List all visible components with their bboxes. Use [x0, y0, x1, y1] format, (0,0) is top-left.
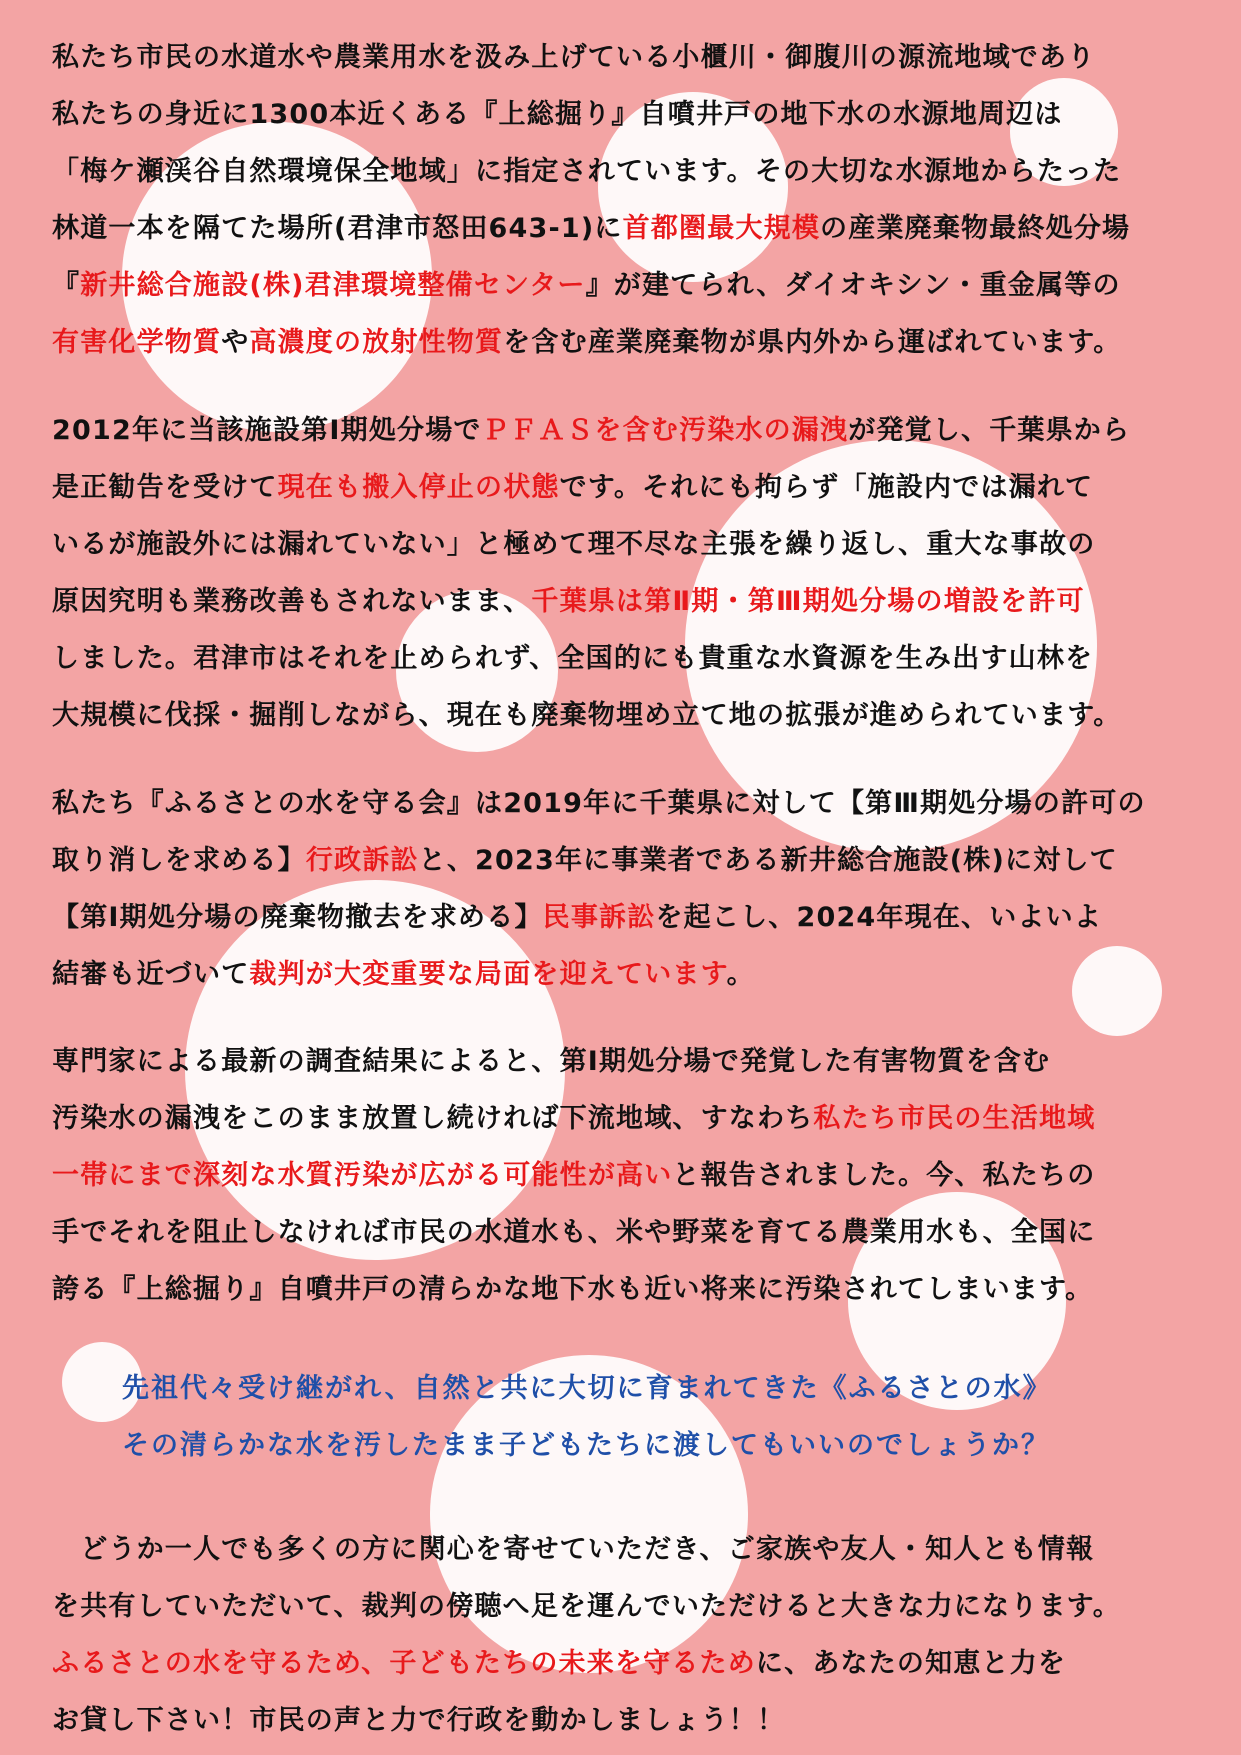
- highlight-blue-text: その清らかな水を汚したまま子どもたちに渡してもいいのでしょうか？: [122, 1430, 1050, 1461]
- text-line: [52, 86, 1212, 143]
- body-text: 私たち『ふるさとの水を守る会』は2019年に千葉県に対して【第Ⅲ期処分場の許可の: [52, 788, 1146, 819]
- callout-paragraph: [122, 1360, 1182, 1474]
- body-text: を起こし、2024年現在、いよいよ: [655, 902, 1103, 933]
- body-text: と報告されました。今、私たちの: [672, 1160, 1096, 1191]
- body-text: 2012年に当該施設第Ⅰ期処分場で: [52, 415, 482, 446]
- text-line: [52, 1261, 1212, 1318]
- highlight-red-text: 千葉県は第Ⅱ期・第Ⅲ期処分場の増設を許可: [531, 586, 1085, 617]
- text-line: [52, 516, 1212, 573]
- body-text: 私たちの身近に1300本近くある『上総掘り』自噴井戸の地下水の水源地周辺は: [52, 99, 1063, 130]
- text-line: [52, 1033, 1212, 1090]
- text-line: [52, 1578, 1212, 1635]
- text-line: [52, 1635, 1212, 1692]
- highlight-blue-text: 先祖代々受け継がれ、自然と共に大切に育まれてきた《ふるさとの水》: [122, 1373, 1052, 1404]
- text-line: [52, 687, 1212, 744]
- body-text: が発覚し、千葉県から: [848, 415, 1131, 446]
- body-text: どうか一人でも多くの方に関心を寄せていただき、ご家族や友人・知人とも情報: [52, 1534, 1095, 1565]
- body-text: 『: [52, 270, 81, 301]
- body-text: と、2023年に事業者である新井総合施設(株)に対して: [418, 845, 1118, 876]
- text-line: [52, 143, 1212, 200]
- text-line: [52, 314, 1212, 371]
- highlight-red-text: ふるさとの水を守るため、子どもたちの未来を守るため: [52, 1648, 756, 1679]
- intro-paragraph: [52, 29, 1212, 371]
- text-line: [52, 946, 1212, 1003]
- text-line: [52, 29, 1212, 86]
- body-text: や: [221, 327, 250, 358]
- text-line: [122, 1417, 1182, 1474]
- text-line: [122, 1360, 1182, 1417]
- body-text: 誇る『上総掘り』自噴井戸の清らかな地下水も近い将来に汚染されてしまいます。: [52, 1274, 1094, 1305]
- survey-paragraph: [52, 1033, 1212, 1318]
- highlight-red-text: 首都圏最大規模: [622, 213, 821, 244]
- body-text: 手でそれを阻止しなければ市民の水道水も、米や野菜を育てる農業用水も、全国に: [52, 1217, 1096, 1248]
- body-text: 【第Ⅰ期処分場の廃棄物撤去を求める】: [52, 902, 543, 933]
- highlight-red-text: 民事訴訟: [542, 902, 656, 933]
- highlight-red-text: 行政訴訟: [305, 845, 419, 876]
- highlight-red-text: 高濃度の放射性物質: [249, 327, 504, 358]
- text-line: [52, 200, 1212, 257]
- body-text: 是正勧告を受けて: [52, 472, 278, 503]
- body-text: 原因究明も業務改善もされないまま、: [52, 586, 532, 617]
- text-line: [52, 1692, 1212, 1749]
- body-text: しました。君津市はそれを止められず、全国的にも貴重な水資源を生み出す山林を: [52, 643, 1094, 674]
- text-line: [52, 573, 1212, 630]
- body-text: 「梅ケ瀬渓谷自然環境保全地域」に指定されています。その大切な水源地からたった: [52, 156, 1122, 187]
- body-text: に、あなたの知恵と力を: [755, 1648, 1067, 1679]
- lawsuit-paragraph: [52, 775, 1212, 1003]
- body-text: 林道一本を隔てた場所(君津市怒田643-1)に: [52, 213, 623, 244]
- body-text: を共有していただいて、裁判の傍聴へ足を運んでいただけると大きな力になります。: [52, 1591, 1121, 1622]
- body-text: お貸し下さい！市民の声と力で行政を動かしましょう！！: [52, 1705, 786, 1736]
- highlight-red-text: 一帯にまで深刻な水質汚染が広がる可能性が高い: [52, 1160, 673, 1191]
- body-text: の産業廃棄物最終処分場: [820, 213, 1131, 244]
- text-line: [52, 832, 1212, 889]
- text-line: [52, 257, 1212, 314]
- highlight-red-text: ＰＦＡＳを含む汚染水の漏洩: [481, 415, 849, 446]
- highlight-red-text: 有害化学物質: [52, 327, 222, 358]
- highlight-red-text: 新井総合施設(株)君津環境整備センター: [80, 270, 586, 301]
- body-text: 私たち市民の水道水や農業用水を汲み上げている小櫃川・御腹川の源流地域であり: [52, 42, 1096, 73]
- body-text: 専門家による最新の調査結果によると、第Ⅰ期処分場で発覚した有害物質を含む: [52, 1046, 1051, 1077]
- text-line: [52, 889, 1212, 946]
- body-text: です。それにも拘らず「施設内では漏れて: [559, 472, 1094, 503]
- body-text: いるが施設外には漏れていない」と極めて理不尽な主張を繰り返し、重大な事故の: [52, 529, 1096, 560]
- body-text: 取り消しを求める】: [52, 845, 306, 876]
- highlight-red-text: 裁判が大変重要な局面を迎えています: [249, 959, 727, 990]
- leak-paragraph: [52, 402, 1212, 744]
- text-line: [52, 1204, 1212, 1261]
- highlight-red-text: 私たち市民の生活地域: [813, 1103, 1096, 1134]
- body-text: 汚染水の漏洩をこのまま放置し続ければ下流地域、すなわち: [52, 1103, 814, 1134]
- text-line: [52, 459, 1212, 516]
- text-line: [52, 402, 1212, 459]
- text-line: [52, 1147, 1212, 1204]
- appeal-paragraph: [52, 1521, 1212, 1749]
- body-text: 。: [726, 959, 755, 990]
- text-line: [52, 775, 1212, 832]
- highlight-red-text: 現在も搬入停止の状態: [277, 472, 560, 503]
- body-text: 』が建てられ、ダイオキシン・重金属等の: [585, 270, 1121, 301]
- text-line: [52, 630, 1212, 687]
- text-line: [52, 1090, 1212, 1147]
- body-text: 大規模に伐採・掘削しながら、現在も廃棄物埋め立て地の拡張が進められています。: [52, 700, 1122, 731]
- body-text: 結審も近づいて: [52, 959, 250, 990]
- text-line: [52, 1521, 1212, 1578]
- body-text: を含む産業廃棄物が県内外から運ばれています。: [503, 327, 1122, 358]
